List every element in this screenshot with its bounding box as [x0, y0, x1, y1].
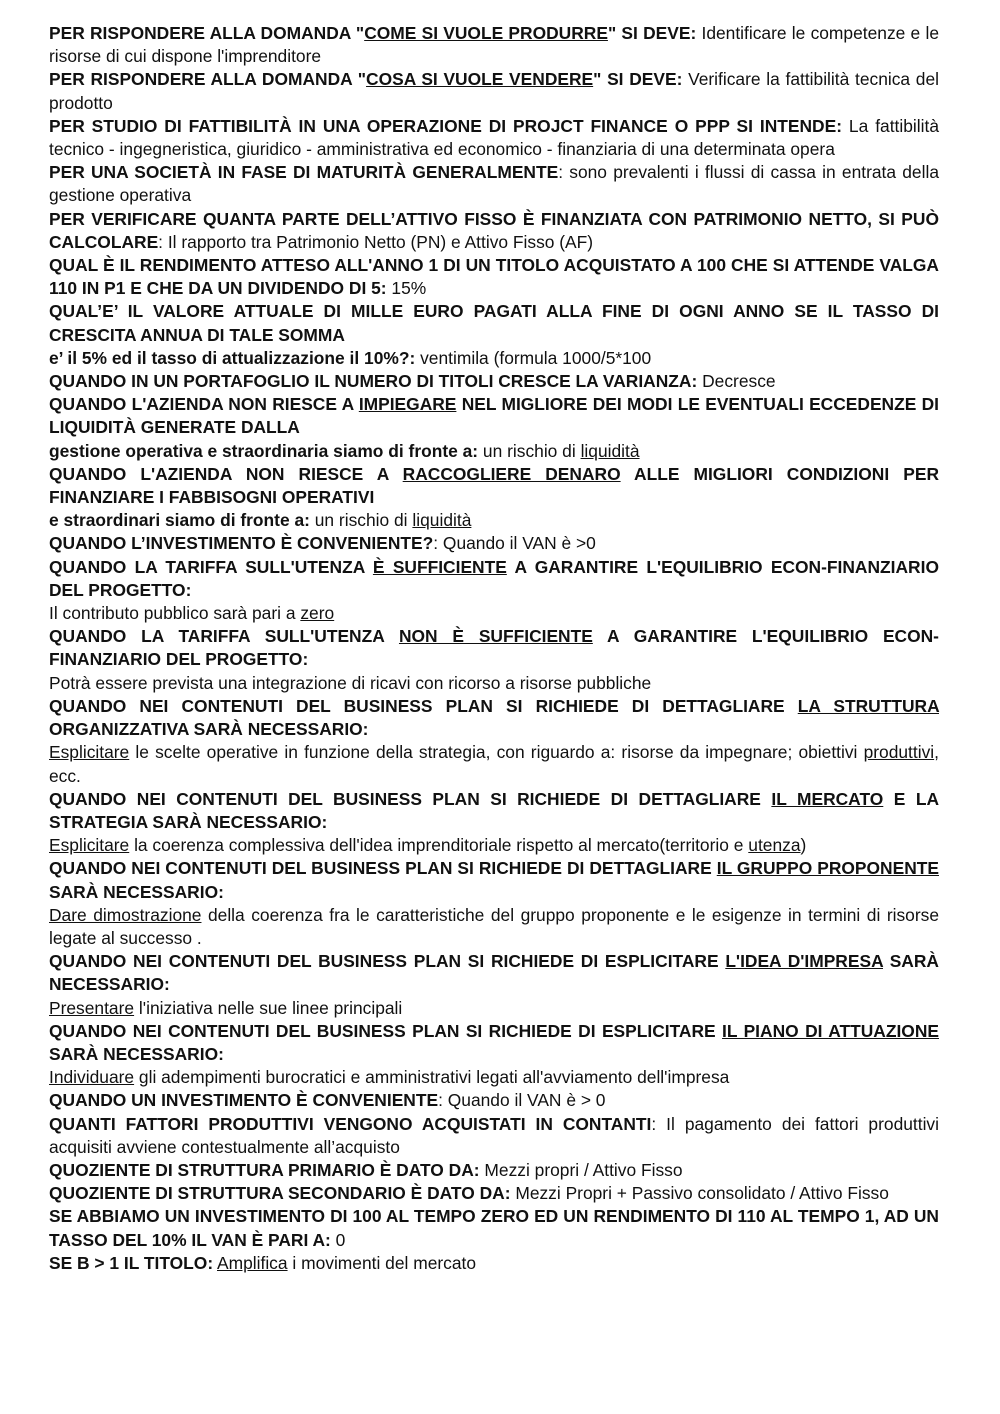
qa-entry [49, 1159, 939, 1182]
question-text: QUANTI FATTORI PRODUTTIVI VENGONO ACQUISTATI IN CONTANTI [49, 1113, 652, 1134]
answer-text: : Il rapporto tra Patrimonio Netto (PN) e Attivo Fisso (AF) [158, 231, 594, 252]
question-text: IMPIEGARE [358, 394, 457, 415]
question-text: QUAL È IL RENDIMENTO ATTESO ALL'ANNO 1 DI UN TITOLO ACQUISTATO A 100 CHE SI ATTENDE VALGA 110 IN P1 E CHE DA UN DIVIDENDO DI 5: [49, 255, 939, 299]
question-text: A GARANTIRE L'EQUILIBRIO ECON-FINANZIARIO DEL PROGETTO: [49, 626, 939, 670]
question-text: QUANDO NEI CONTENUTI DEL BUSINESS PLAN SI RICHIEDE DI ESPLICITARE [49, 951, 726, 972]
question-text: ALLE MIGLIORI CONDIZIONI PER FINANZIARE I FABBISOGNI OPERATIVI [49, 463, 940, 508]
question-text: IL MERCATO [771, 788, 884, 809]
question-text: SARÀ NECESSARIO: [49, 1043, 224, 1064]
question-text: PER RISPONDERE ALLA DOMANDA " [49, 69, 367, 90]
answer-text: : Quando il VAN è >0 [433, 533, 596, 554]
question-text: A GARANTIRE L'EQUILIBRIO ECON-FINANZIARIO DEL PROGETTO: [49, 556, 939, 600]
qa-entry [49, 1182, 939, 1205]
question-text: PER UNA SOCIETÀ IN FASE DI MATURITÀ GENERALMENTE [49, 162, 559, 183]
qa-entry [49, 68, 939, 114]
qa-entry [49, 532, 939, 555]
qa-entry [49, 695, 939, 741]
answer-text: un rischio di [309, 510, 413, 531]
answer-text: della coerenza fra le caratteristiche del gruppo proponente e le esigenze in termini di risorse legate al successo . [49, 904, 939, 948]
qa-entry [49, 602, 939, 625]
answer-text: un rischio di [478, 440, 581, 461]
question-text: PER VERIFICARE QUANTA PARTE DELL’ATTIVO FISSO È FINANZIATA CON PATRIMONIO NETTO, SI PUÒ CALCOLARE [49, 208, 939, 252]
question-text: QUAL’E’ IL VALORE ATTUALE DI MILLE EURO PAGATI ALLA FINE DI OGNI ANNO SE IL TASSO DI CRESCITA ANNUA DI TALE SOMMA [49, 301, 939, 345]
document-page [49, 22, 939, 1275]
qa-entry [49, 788, 939, 834]
answer-text: ventimila (formula 1000/5*100 [415, 347, 652, 368]
question-text: È SUFFICIENTE [372, 556, 507, 577]
qa-entry [49, 857, 939, 903]
answer-text: liquidità [580, 440, 640, 461]
answer-text: Decresce [697, 371, 776, 392]
answer-text: ) [800, 835, 807, 856]
answer-text: Identificare le competenze e le risorse di cui dispone l'imprenditore [49, 23, 939, 67]
question-text: QUANDO LA TARIFFA SULL'UTENZA [49, 626, 399, 647]
answer-text: l'iniziativa nelle sue linee principali [134, 997, 403, 1018]
answer-text: : sono prevalenti i flussi di cassa in entrata della gestione operativa [49, 162, 939, 206]
answer-text: liquidità [412, 510, 472, 531]
answer-text: i movimenti del mercato [287, 1252, 477, 1273]
answer-text: utenza [748, 835, 801, 856]
answer-text: : Il pagamento dei fattori produttivi acquisiti avviene contestualmente all’acquisto [49, 1113, 939, 1157]
qa-entry [49, 997, 939, 1020]
qa-entry [49, 556, 939, 602]
answer-text: , ecc. [49, 742, 939, 786]
question-text: L'IDEA D'IMPRESA [725, 951, 883, 972]
question-text: COME SI VUOLE PRODURRE [364, 23, 608, 43]
question-text: QUANDO L'AZIENDA NON RIESCE A [49, 394, 359, 415]
question-text: QUANDO NEI CONTENUTI DEL BUSINESS PLAN SI RICHIEDE DI DETTAGLIARE [49, 788, 772, 809]
question-text: QUANDO L’INVESTIMENTO È CONVENIENTE? [49, 533, 434, 554]
question-text: QUOZIENTE DI STRUTTURA SECONDARIO È DATO DA: [49, 1183, 511, 1204]
answer-text: Verificare la fattibilità tecnica del prodotto [49, 69, 939, 113]
page-header-mark [480, 1, 520, 5]
qa-entry [49, 254, 939, 300]
qa-entry [49, 672, 939, 695]
qa-entry [49, 463, 939, 509]
question-text: gestione operativa e straordinaria siamo di fronte a: [49, 440, 479, 461]
question-text: e straordinari siamo di fronte a: [49, 510, 310, 531]
answer-text: la coerenza complessiva dell'idea imprenditoriale rispetto al mercato(territorio e [129, 835, 749, 856]
question-text: QUANDO L'AZIENDA NON RIESCE A [49, 463, 403, 484]
question-text: QUOZIENTE DI STRUTTURA PRIMARIO È DATO DA: [49, 1159, 480, 1180]
answer-text: Esplicitare [49, 742, 130, 763]
question-text: QUANDO NEI CONTENUTI DEL BUSINESS PLAN SI RICHIEDE DI DETTAGLIARE [49, 695, 798, 716]
answer-text: Amplifica [217, 1252, 288, 1273]
question-text: PER STUDIO DI FATTIBILITÀ IN UNA OPERAZIONE DI PROJCT FINANCE O PPP SI INTENDE: [49, 115, 843, 136]
answer-text: : Quando il VAN è > 0 [438, 1090, 606, 1111]
answer-text: gli adempimenti burocratici e amministrativi legati all'avviamento dell'impresa [134, 1067, 730, 1088]
qa-entry [49, 370, 939, 393]
question-text: COSA SI VUOLE VENDERE [366, 69, 594, 90]
question-text: LA STRUTTURA [797, 695, 939, 716]
question-text: RACCOGLIERE DENARO [402, 463, 621, 484]
question-text: " SI DEVE: [593, 69, 683, 90]
qa-entry [49, 300, 939, 346]
qa-entry [49, 741, 939, 787]
question-text: QUANDO IN UN PORTAFOGLIO IL NUMERO DI TITOLI CRESCE LA VARIANZA: [49, 371, 698, 392]
qa-entry [49, 393, 939, 439]
qa-entry [49, 904, 939, 950]
qa-entry [49, 440, 939, 463]
qa-entry [49, 1113, 939, 1159]
qa-entry [49, 509, 939, 532]
qa-entry [49, 161, 939, 207]
question-text: SARÀ NECESSARIO: [49, 881, 224, 902]
answer-text: Presentare [49, 997, 135, 1018]
question-text: PER RISPONDERE ALLA DOMANDA " [49, 23, 365, 43]
question-text: QUANDO UN INVESTIMENTO È CONVENIENTE [49, 1090, 439, 1111]
question-text: E LA STRATEGIA SARÀ NECESSARIO: [49, 788, 940, 832]
qa-entry [49, 1089, 939, 1112]
qa-entry [49, 834, 939, 857]
question-text: QUANDO NEI CONTENUTI DEL BUSINESS PLAN SI RICHIEDE DI ESPLICITARE [49, 1020, 723, 1041]
answer-text: 0 [330, 1229, 346, 1250]
question-text: SE B > 1 IL TITOLO: [49, 1252, 214, 1273]
answer-text: Dare dimostrazione [49, 904, 202, 925]
qa-entry [49, 625, 939, 671]
answer-text: Potrà essere prevista una integrazione di ricavi con ricorso a risorse pubbliche [49, 672, 652, 693]
question-text: ORGANIZZATIVA SARÀ NECESSARIO: [49, 719, 369, 740]
answer-text: 15% [386, 278, 427, 299]
qa-entry [49, 1252, 939, 1275]
qa-entry [49, 1020, 939, 1066]
qa-entry [49, 208, 939, 254]
qa-entry [49, 950, 939, 996]
question-text: IL GRUPPO PROPONENTE [716, 858, 939, 879]
question-text: IL PIANO DI ATTUAZIONE [722, 1020, 939, 1041]
question-text: " SI DEVE: [607, 23, 697, 43]
question-text: QUANDO NEI CONTENUTI DEL BUSINESS PLAN SI RICHIEDE DI DETTAGLIARE [49, 858, 717, 879]
answer-text: Individuare [49, 1067, 135, 1088]
question-text: NON È SUFFICIENTE [398, 626, 593, 647]
qa-entry [49, 1205, 939, 1251]
answer-text: Il contributo pubblico sarà pari a [49, 603, 301, 624]
answer-text: le scelte operative in funzione della strategia, con riguardo a: risorse da impegnare; obiettivi [129, 742, 864, 763]
question-text: e’ il 5% ed il tasso di attualizzazione il 10%?: [49, 347, 416, 368]
answer-text: Mezzi Propri + Passivo consolidato / Attivo Fisso [510, 1183, 889, 1204]
answer-text: zero [300, 603, 335, 624]
answer-text: Esplicitare [49, 835, 130, 856]
qa-entry [49, 115, 939, 161]
answer-text: La fattibilità tecnico - ingegneristica, giuridico - amministrativa ed economico - finanziaria di una determinata opera [49, 115, 939, 160]
question-text: SE ABBIAMO UN INVESTIMENTO DI 100 AL TEMPO ZERO ED UN RENDIMENTO DI 110 AL TEMPO 1, AD UN TASSO DEL 10% IL VAN È PARI A: [49, 1206, 939, 1250]
question-text: QUANDO LA TARIFFA SULL'UTENZA [49, 556, 373, 577]
qa-entry [49, 1066, 939, 1089]
answer-text: Mezzi propri / Attivo Fisso [479, 1159, 683, 1180]
qa-entry [49, 347, 939, 370]
question-text: SARÀ NECESSARIO: [49, 951, 939, 995]
answer-text: produttivi [863, 742, 935, 763]
question-text: NEL MIGLIORE DEI MODI LE EVENTUALI ECCEDENZE DI LIQUIDITÀ GENERATE DALLA [49, 394, 940, 438]
qa-entry [49, 22, 939, 68]
